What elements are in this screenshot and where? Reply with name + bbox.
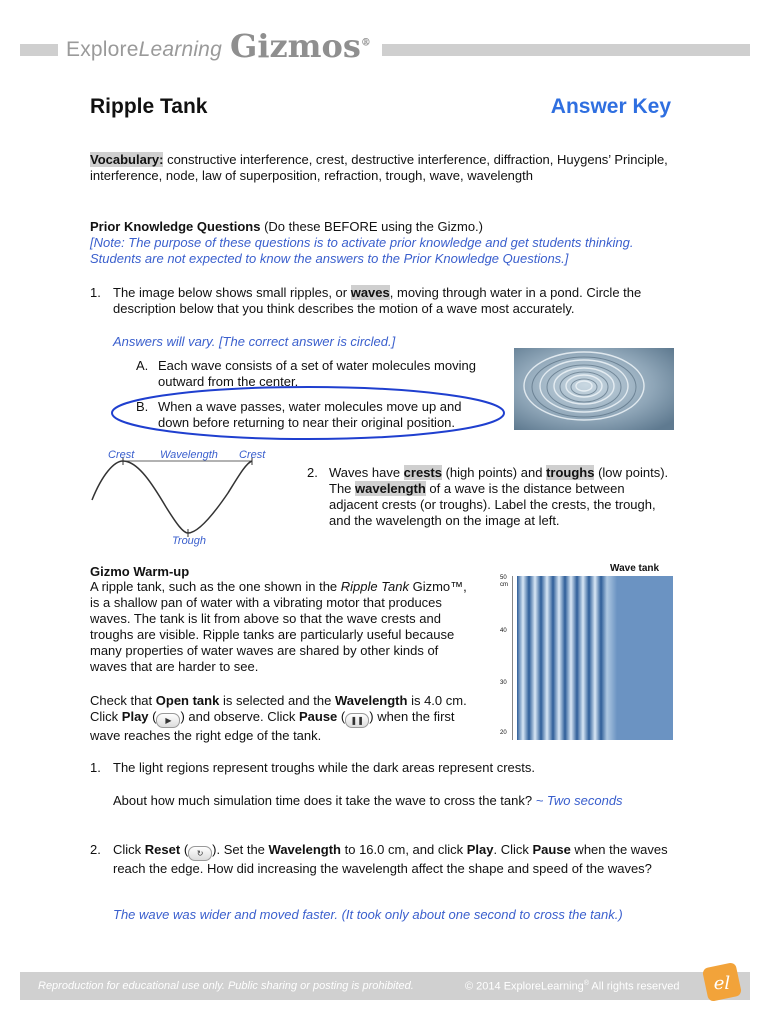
question-1-ask-text: About how much simulation time does it take the wave to cross the tank? [113, 793, 533, 808]
pond-ripples-image [514, 348, 674, 430]
q1-text-b: , moving through water in a pond. Circle the description below that you think describes the motion of a wave most accurately. [113, 285, 642, 316]
question-2-text: Click Reset ( ↻ ). Set the Wavelength to 16.0 cm, and click Play. Click Pause when the waves reach the edge. How did increasing the wavelength affect the shape and speed of the waves? [113, 842, 668, 876]
tank-axis [512, 576, 515, 740]
q2-number: 2. [307, 465, 318, 480]
warmup-paragraph-2: Check that Open tank is selected and the Wavelength is 4.0 cm. Click Play ( ▶ ) and observe. Click Pause ( ❚❚ ) when the first wave reaches the right edge of the tank. [90, 693, 467, 743]
vocabulary-paragraph [90, 152, 690, 184]
header-bar-right [382, 44, 750, 56]
brand-explore-text: Explore [66, 38, 139, 61]
vocabulary-label: Vocabulary: [90, 152, 164, 167]
warmup-wavelength: Wavelength [334, 693, 408, 708]
question-1-text: The light regions represent troughs while the dark areas represent crests. [113, 760, 535, 775]
prior-note: [Note: The purpose of these questions is to activate prior knowledge and get students thinking. Students are not expected to know the answers to the Prior Knowledge Questions.] [90, 235, 634, 266]
question-1-ask [113, 793, 693, 809]
footer-reg-mark: ® [583, 980, 589, 987]
q2b-a: Click [113, 842, 145, 857]
option-b-letter: B. [136, 399, 149, 414]
label-crest-left: Crest [108, 449, 135, 461]
footer-notice: Reproduction for educational use only. Public sharing or posting is prohibited. [38, 980, 414, 992]
warmup-p2-d: is 4.0 cm. Click [90, 693, 467, 724]
option-b-text: When a wave passes, water molecules move up and down before returning to near their original position. [158, 399, 462, 430]
q1-text-a: The image below shows small ripples, or [113, 285, 351, 300]
footer-copyright [465, 980, 679, 993]
q1-text [113, 285, 683, 317]
q1-answer: Answers will vary. [The correct answer is circled.] [113, 334, 396, 349]
q1-number: 1. [90, 285, 101, 300]
q2b-wavelength: Wavelength [268, 842, 342, 857]
wave-tank-image [517, 576, 673, 740]
reset-icon: ↻ [188, 846, 212, 861]
prior-knowledge-heading [90, 219, 690, 235]
pause-icon: ❚❚ [345, 713, 369, 728]
tank-tick-40: 40 [500, 628, 507, 634]
tank-tick-20: 20 [500, 730, 507, 736]
label-crest-right: Crest [239, 449, 266, 461]
q2b-c: ). Set the [212, 842, 269, 857]
brand-learning-text: Learning [138, 38, 222, 61]
label-trough: Trough [172, 535, 207, 547]
play-icon: ▶ [156, 713, 180, 728]
option-a-text: Each wave consists of a set of water molecules moving outward from the center. [158, 358, 476, 389]
wave-tank-title: Wave tank [610, 563, 660, 574]
q2b-reset: Reset [144, 842, 181, 857]
q2-t4: of a wave is the distance between adjacent crests (or troughs). Label the crests, the trough, and the wavelength on the image at left. [329, 481, 656, 528]
option-a-letter: A. [136, 358, 149, 373]
explorelearning-logo-icon [702, 962, 742, 1002]
prior-heading-note: (Do these BEFORE using the Gizmo.) [260, 219, 483, 234]
prior-heading-text: Prior Knowledge Questions [90, 219, 261, 234]
q2b-f: when the waves reach the edge. How did increasing the wavelength affect the shape and speed of the waves? [113, 842, 668, 876]
q2b-pause: Pause [532, 842, 571, 857]
q2-text [329, 465, 677, 529]
answer-circle [108, 383, 508, 443]
warmup-p2-e: ) and observe. Click [180, 709, 299, 724]
warmup-open-tank: Open tank [155, 693, 220, 708]
q2-highlight-troughs: troughs [546, 465, 595, 480]
vocabulary-text: constructive interference, crest, destructive interference, diffraction, Huygens’ Principle, interference, node, law of superposition, refraction, trough, wave, wavelength [90, 152, 668, 183]
warmup-p1-italic: Ripple Tank [340, 579, 409, 594]
tank-unit: cm [500, 582, 508, 588]
page-title: Ripple Tank [90, 95, 208, 118]
q2b-e: . Click [493, 842, 533, 857]
warmup-p1-a: A ripple tank, such as the one shown in the [90, 579, 341, 594]
q1-highlight-waves: waves [350, 285, 390, 300]
q2-t2: (high points) and [441, 465, 547, 480]
warmup-heading: Gizmo Warm-up [90, 564, 190, 579]
tank-tick-30: 30 [500, 680, 507, 686]
warmup-paragraph-1 [90, 579, 475, 675]
warmup-p2-f: ) when the first wave reaches the right edge of the tank. [90, 709, 455, 743]
q2-t3: (low points). The [329, 465, 669, 496]
footer-rights-text: All rights reserved [588, 980, 680, 993]
question-1-number: 1. [90, 760, 101, 775]
label-wavelength: Wavelength [160, 449, 218, 461]
warmup-p2-a: Check that [90, 693, 156, 708]
question-2-answer: The wave was wider and moved faster. (It took only about one second to cross the tank.) [113, 907, 623, 922]
logo-text: el [713, 973, 731, 994]
footer-copyright-text: © 2014 ExploreLearning [465, 980, 584, 993]
question-1-answer: ~ Two seconds [532, 793, 623, 808]
warmup-p1-b: Gizmo™, is a shallow pan of water with a vibrating motor that produces waves. The tank is lit from above so that the wave crests and troughs are visible. Ripple tanks are particularly useful because many properties of water waves are shared by other kinds of waves that are harder to see. [90, 579, 467, 674]
tank-tick-50: 50 [500, 575, 507, 581]
warmup-p2-c: is selected and the [219, 693, 335, 708]
brand-gizmos-text: Gizmos [230, 27, 361, 65]
question-2-number: 2. [90, 842, 101, 857]
answer-key-label: Answer Key [550, 95, 671, 118]
q2-t1: Waves have [329, 465, 404, 480]
q2-highlight-crests: crests [403, 465, 442, 480]
warmup-pause: Pause [298, 709, 338, 724]
wave-curve [92, 461, 252, 533]
q2b-d: to 16.0 cm, and click [341, 842, 467, 857]
brand-explorelearning [66, 38, 222, 62]
q2-highlight-wavelength: wavelength [355, 481, 426, 496]
warmup-play: Play [121, 709, 149, 724]
q2b-play: Play [466, 842, 494, 857]
brand-gizmos [230, 27, 371, 65]
header-bar-left [20, 44, 58, 56]
brand-reg-mark: ® [360, 37, 371, 49]
